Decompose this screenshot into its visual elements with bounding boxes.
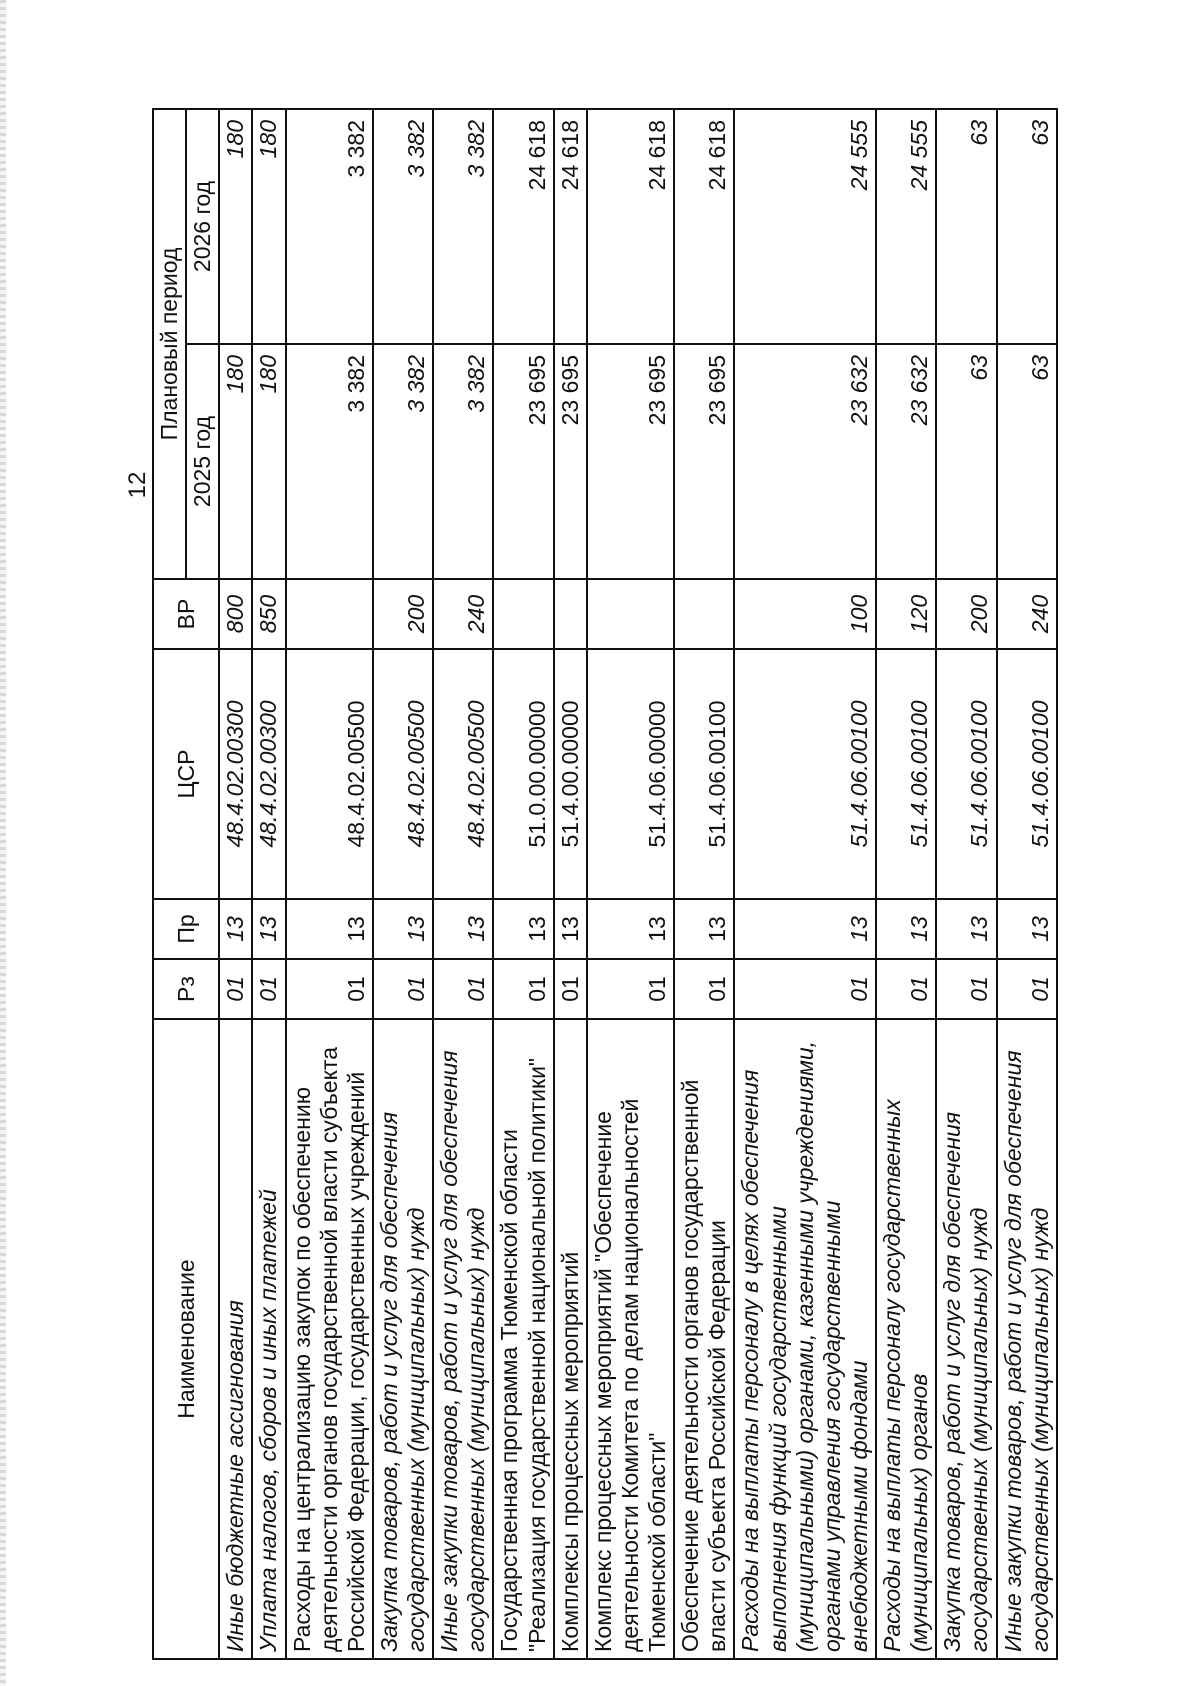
cell-vr: 100 [734, 579, 876, 649]
cell-vr: 240 [433, 579, 493, 649]
cell-vr: 200 [373, 579, 433, 649]
cell-csr: 51.0.00.00000 [493, 649, 553, 899]
rotated-table-container [152, 110, 1062, 1660]
cell-2025: 63 [997, 344, 1057, 579]
cell-name: Иные закупки товаров, работ и услуг для обеспечения государственных (муниципальных) нужд [997, 1019, 1057, 1659]
cell-2025: 3 382 [373, 344, 433, 579]
cell-vr [493, 579, 553, 649]
scan-edge [0, 0, 6, 1686]
cell-2025: 23 632 [734, 344, 876, 579]
cell-name: Иные бюджетные ассигнования [219, 1019, 252, 1659]
cell-pr: 13 [252, 899, 285, 959]
table-row [219, 109, 252, 1659]
header-rz: Рз [153, 959, 219, 1019]
header-vr: ВР [153, 579, 219, 649]
cell-2025: 23 695 [674, 344, 734, 579]
cell-pr: 13 [674, 899, 734, 959]
cell-name: Расходы на выплаты персоналу государственных (муниципальных) органов [876, 1019, 936, 1659]
cell-csr: 48.4.02.00500 [433, 649, 493, 899]
cell-rz: 01 [674, 959, 734, 1019]
table-row [252, 109, 285, 1659]
budget-table [152, 108, 1058, 1660]
cell-2025: 63 [936, 344, 996, 579]
cell-csr: 48.4.02.00300 [252, 649, 285, 899]
cell-2025: 180 [219, 344, 252, 579]
table-row [587, 109, 674, 1659]
cell-2025: 3 382 [433, 344, 493, 579]
cell-rz: 01 [373, 959, 433, 1019]
cell-name: Закупка товаров, работ и услуг для обеспечения государственных (муниципальных) нужд [936, 1019, 996, 1659]
header-year-2025: 2025 год [186, 344, 219, 579]
cell-name: Иные закупки товаров, работ и услуг для обеспечения государственных (муниципальных) нужд [433, 1019, 493, 1659]
cell-vr: 240 [997, 579, 1057, 649]
cell-vr: 800 [219, 579, 252, 649]
table-body [219, 109, 1057, 1659]
cell-vr: 850 [252, 579, 285, 649]
cell-rz: 01 [286, 959, 373, 1019]
cell-rz: 01 [554, 959, 587, 1019]
cell-name: Комплекс процессных мероприятий "Обеспечение деятельности Комитета по делам национальностей Тюменской области" [587, 1019, 674, 1659]
cell-name: Комплексы процессных мероприятий [554, 1019, 587, 1659]
cell-csr: 48.4.02.00500 [373, 649, 433, 899]
cell-name: Расходы на выплаты персоналу в целях обеспечения выполнения функций государственными (муниципальными) органами, казенными учреждениями, органами управления государственными внебюджетными фондами [734, 1019, 876, 1659]
header-pr: Пр [153, 899, 219, 959]
cell-2026: 24 555 [876, 109, 936, 344]
cell-csr: 51.4.06.00100 [997, 649, 1057, 899]
cell-2025: 180 [252, 344, 285, 579]
cell-2026: 24 618 [493, 109, 553, 344]
table-row [554, 109, 587, 1659]
table-row [286, 109, 373, 1659]
cell-rz: 01 [587, 959, 674, 1019]
cell-2026: 3 382 [373, 109, 433, 344]
cell-csr: 51.4.06.00000 [587, 649, 674, 899]
cell-rz: 01 [493, 959, 553, 1019]
header-csr: ЦСР [153, 649, 219, 899]
cell-pr: 13 [373, 899, 433, 959]
cell-2026: 24 555 [734, 109, 876, 344]
header-name: Наименование [153, 1019, 219, 1659]
cell-csr: 51.4.06.00100 [674, 649, 734, 899]
cell-rz: 01 [433, 959, 493, 1019]
cell-2025: 23 632 [876, 344, 936, 579]
table-row [674, 109, 734, 1659]
cell-vr: 200 [936, 579, 996, 649]
cell-2025: 3 382 [286, 344, 373, 579]
cell-name: Закупка товаров, работ и услуг для обеспечения государственных (муниципальных) нужд [373, 1019, 433, 1659]
cell-rz: 01 [219, 959, 252, 1019]
cell-2026: 24 618 [554, 109, 587, 344]
cell-csr: 48.4.02.00300 [219, 649, 252, 899]
table-row [936, 109, 996, 1659]
cell-2026: 3 382 [286, 109, 373, 344]
cell-csr: 51.4.06.00100 [876, 649, 936, 899]
cell-name: Обеспечение деятельности органов государственной власти субъекта Российской Федерации [674, 1019, 734, 1659]
cell-pr: 13 [587, 899, 674, 959]
cell-csr: 51.4.00.00000 [554, 649, 587, 899]
cell-rz: 01 [252, 959, 285, 1019]
cell-2026: 180 [252, 109, 285, 344]
cell-vr [587, 579, 674, 649]
cell-name: Уплата налогов, сборов и иных платежей [252, 1019, 285, 1659]
cell-pr: 13 [493, 899, 553, 959]
cell-pr: 13 [997, 899, 1057, 959]
cell-name: Государственная программа Тюменской области "Реализация государственной национальной политики" [493, 1019, 553, 1659]
cell-vr [554, 579, 587, 649]
cell-2026: 180 [219, 109, 252, 344]
table-row [997, 109, 1057, 1659]
cell-2026: 63 [936, 109, 996, 344]
cell-csr: 51.4.06.00100 [734, 649, 876, 899]
table-row [493, 109, 553, 1659]
cell-2025: 23 695 [554, 344, 587, 579]
cell-2026: 63 [997, 109, 1057, 344]
table-row [373, 109, 433, 1659]
cell-2025: 23 695 [493, 344, 553, 579]
cell-rz: 01 [876, 959, 936, 1019]
cell-2025: 23 695 [587, 344, 674, 579]
cell-pr: 13 [219, 899, 252, 959]
cell-rz: 01 [997, 959, 1057, 1019]
header-year-2026: 2026 год [186, 109, 219, 344]
cell-2026: 3 382 [433, 109, 493, 344]
cell-2026: 24 618 [674, 109, 734, 344]
cell-vr: 120 [876, 579, 936, 649]
cell-2026: 24 618 [587, 109, 674, 344]
cell-pr: 13 [286, 899, 373, 959]
cell-pr: 13 [936, 899, 996, 959]
cell-name: Расходы на централизацию закупок по обеспечению деятельности органов государственной власти субъекта Российской Федерации, государственных учреждений [286, 1019, 373, 1659]
cell-pr: 13 [554, 899, 587, 959]
header-planned-period: Плановый период [153, 109, 186, 579]
table-row [433, 109, 493, 1659]
table-header [153, 109, 219, 1659]
table-row [734, 109, 876, 1659]
cell-rz: 01 [734, 959, 876, 1019]
table-row [876, 109, 936, 1659]
page-number: 12 [124, 471, 151, 499]
cell-csr: 48.4.02.00500 [286, 649, 373, 899]
cell-pr: 13 [876, 899, 936, 959]
cell-csr: 51.4.06.00100 [936, 649, 996, 899]
cell-vr [286, 579, 373, 649]
cell-pr: 13 [433, 899, 493, 959]
cell-vr [674, 579, 734, 649]
cell-rz: 01 [936, 959, 996, 1019]
cell-pr: 13 [734, 899, 876, 959]
